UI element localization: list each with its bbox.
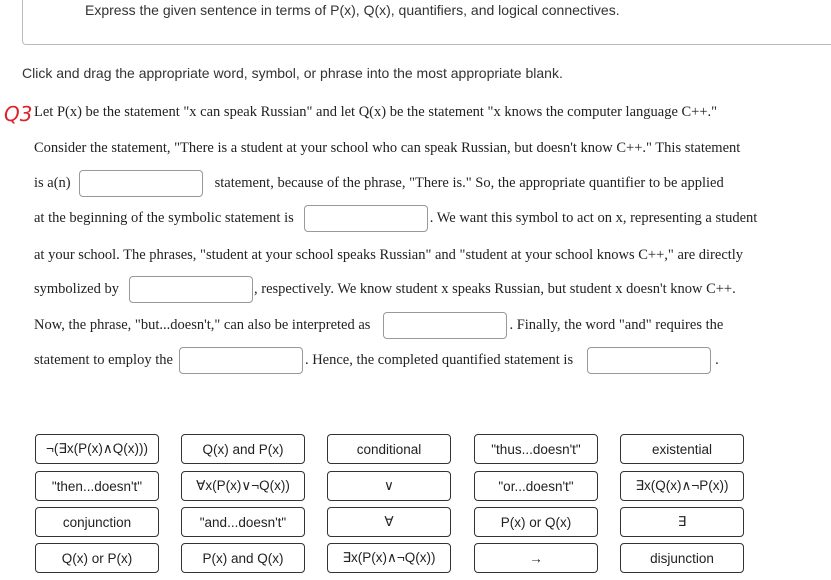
tile[interactable]: P(x) or Q(x) <box>474 507 598 537</box>
tile[interactable]: "thus...doesn't" <box>474 434 598 464</box>
text: at your school. The phrases, "student at your school speaks Russian" and "student at your school knows C++," are directly <box>34 247 744 263</box>
tile[interactable]: "or...doesn't" <box>474 471 598 501</box>
text-line <box>34 140 740 157</box>
tile[interactable]: "and...doesn't" <box>181 507 305 537</box>
tile[interactable]: ∀ <box>327 507 451 537</box>
tile[interactable]: conditional <box>327 434 451 464</box>
tile[interactable]: Q(x) or P(x) <box>35 543 159 573</box>
text: . We want this symbol to act on x, representing a student <box>429 210 758 226</box>
tile[interactable]: ∃ <box>620 507 744 537</box>
text: at the beginning of the symbolic statement is <box>34 210 294 226</box>
tile[interactable]: ∃x(P(x)∧¬Q(x)) <box>327 543 451 573</box>
text: is a(n) <box>34 175 71 191</box>
text: . Hence, the completed quantified statement is <box>304 352 574 368</box>
blank-4[interactable] <box>383 312 507 339</box>
tile[interactable]: ¬(∃x(P(x)∧Q(x))) <box>35 434 159 464</box>
text-line <box>34 170 724 197</box>
tile[interactable]: "then...doesn't" <box>35 471 159 501</box>
tile[interactable]: ∨ <box>327 471 451 501</box>
tile[interactable]: existential <box>620 434 744 464</box>
tile[interactable]: → <box>474 543 598 573</box>
text: statement, because of the phrase, "There is." So, the appropriate quantifier to be applied <box>214 175 724 191</box>
text-line <box>34 276 736 303</box>
tile[interactable]: disjunction <box>620 543 744 573</box>
tile[interactable]: ∀x(P(x)∨¬Q(x)) <box>181 471 305 501</box>
text: . <box>715 352 719 368</box>
blank-5[interactable] <box>179 347 303 374</box>
text: Let P(x) be the statement "x can speak Russian" and let Q(x) be the statement "x knows the computer language C++." <box>34 104 718 120</box>
handwritten-annotation: Q3 <box>4 102 33 126</box>
text: statement to employ the <box>34 352 173 368</box>
blank-2[interactable] <box>304 205 428 232</box>
instruction-text: Express the given sentence in terms of P(x), Q(x), quantifiers, and logical connectives. <box>85 2 620 18</box>
text-line <box>34 104 717 121</box>
blank-3[interactable] <box>129 276 253 303</box>
question-prompt-box <box>22 0 831 45</box>
text-line <box>34 312 723 339</box>
blank-1[interactable] <box>79 170 203 197</box>
text-line <box>34 205 757 232</box>
text: , respectively. We know student x speaks Russian, but student x doesn't know C++. <box>253 281 736 297</box>
text: . Finally, the word "and" requires the <box>509 317 724 333</box>
tile[interactable]: Q(x) and P(x) <box>181 434 305 464</box>
tile[interactable]: P(x) and Q(x) <box>181 543 305 573</box>
tile[interactable]: conjunction <box>35 507 159 537</box>
text-line <box>34 247 743 264</box>
tile[interactable]: ∃x(Q(x)∧¬P(x)) <box>620 471 744 501</box>
text: Now, the phrase, "but...doesn't," can also be interpreted as <box>34 317 371 333</box>
text: Consider the statement, "There is a student at your school who can speak Russian, but doesn't know C++." This statement <box>34 140 741 156</box>
text: symbolized by <box>34 281 119 297</box>
drag-instruction: Click and drag the appropriate word, symbol, or phrase into the most appropriate blank. <box>22 65 563 81</box>
text-line <box>34 347 719 374</box>
blank-6[interactable] <box>587 347 711 374</box>
